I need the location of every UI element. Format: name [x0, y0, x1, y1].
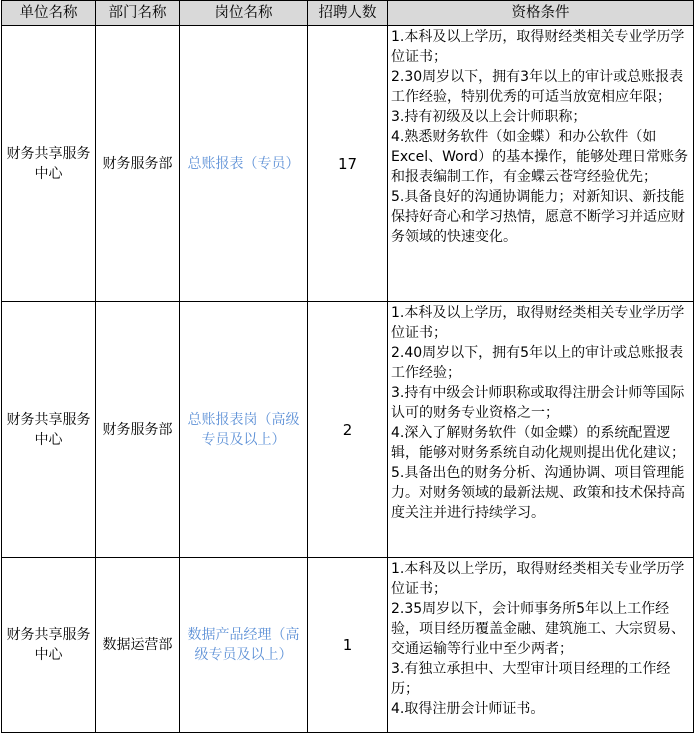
qualification-item: 5.具备良好的沟通协调能力；对新知识、新技能保持好奇心和学习热情，愿意不断学习并适应财务领域的快速变化。: [391, 189, 685, 245]
header-qualifications: 资格条件: [388, 1, 694, 26]
header-position: 岗位名称: [180, 1, 308, 26]
table-row: [2, 302, 694, 558]
department-cell: 财务服务部: [96, 26, 180, 302]
qualification-item: 3.持有中级会计师职称或取得注册会计师等国际认可的财务专业资格之一；: [391, 385, 685, 421]
unit-cell: 财务共享服务中心: [2, 302, 96, 558]
table-row: [2, 26, 694, 302]
department-cell: 数据运营部: [96, 558, 180, 733]
recruitment-table: [1, 0, 694, 733]
header-count: 招聘人数: [308, 1, 388, 26]
qualification-item: 4.深入了解财务软件（如金蝶）的系统配置逻辑，能够对财务系统自动化规则提出优化建议；: [391, 425, 685, 461]
position-cell: 总账报表岗（高级专员及以上）: [180, 302, 308, 558]
count-cell: 1: [308, 558, 388, 733]
department-cell: 财务服务部: [96, 302, 180, 558]
header-unit: 单位名称: [2, 1, 96, 26]
position-cell: 数据产品经理（高级专员及以上）: [180, 558, 308, 733]
qualifications-cell: [388, 558, 694, 733]
table-row: [2, 558, 694, 733]
unit-cell: 财务共享服务中心: [2, 558, 96, 733]
qualification-item: 2.40周岁以下，拥有5年以上的审计或总账报表工作经验；: [391, 345, 684, 381]
count-cell: 17: [308, 26, 388, 302]
qualification-item: 2.30周岁以下，拥有3年以上的审计或总账报表工作经验，特别优秀的可适当放宽相应年限；: [391, 69, 684, 105]
qualification-item: 1.本科及以上学历，取得财经类相关专业学历学位证书；: [391, 305, 685, 341]
count-cell: 2: [308, 302, 388, 558]
qualification-item: 4.取得注册会计师证书。: [391, 701, 545, 717]
unit-cell: 财务共享服务中心: [2, 26, 96, 302]
qualification-item: 1.本科及以上学历，取得财经类相关专业学历学位证书；: [391, 29, 685, 65]
header-department: 部门名称: [96, 1, 180, 26]
qualification-item: 4.熟悉财务软件（如金蝶）和办公软件（如Excel、Word）的基本操作，能够处理日常账务和报表编制工作，有金蝶云苍穹经验优先；: [391, 129, 689, 185]
qualification-item: 3.有独立承担中、大型审计项目经理的工作经历；: [391, 661, 671, 697]
qualification-item: 2.35周岁以下，会计师事务所5年以上工作经验，项目经历覆盖金融、建筑施工、大宗贸易、交通运输等行业中至少两者；: [391, 601, 685, 657]
qualification-item: 5.具备出色的财务分析、沟通协调、项目管理能力。对财务领域的最新法规、政策和技术保持高度关注并进行持续学习。: [391, 465, 685, 521]
position-cell: 总账报表（专员）: [180, 26, 308, 302]
qualifications-cell: [388, 26, 694, 302]
qualification-item: 1.本科及以上学历，取得财经类相关专业学历学位证书；: [391, 561, 685, 597]
qualifications-cell: [388, 302, 694, 558]
header-row: [2, 1, 694, 26]
qualification-item: 3.持有初级及以上会计师职称；: [391, 109, 587, 125]
